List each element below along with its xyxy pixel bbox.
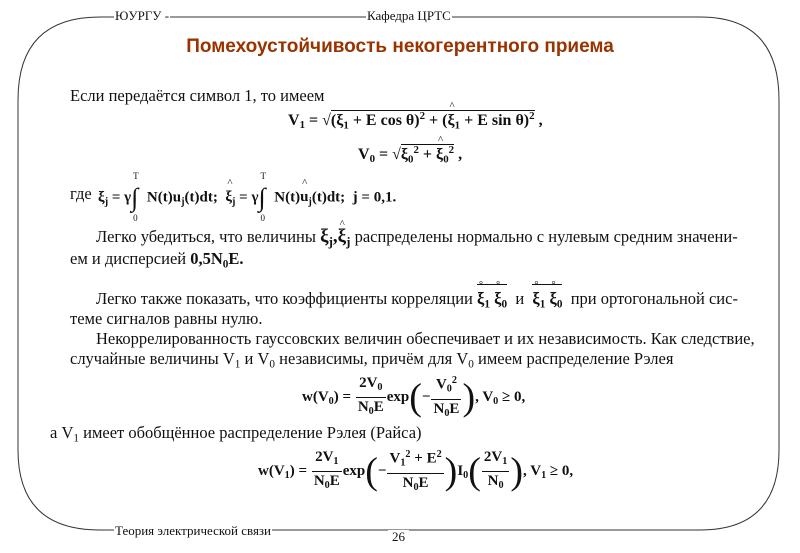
formula-v1: $V_1 = √(\xi_1 + E$ cos θ)$^2$ + (^ $\xi_1 + E$ sin θ)$^2$ , bbox=[288, 110, 543, 131]
paragraph-rice: а $V_1$ имеет обобщённое распределение Рэлея (Райса) bbox=[50, 423, 422, 445]
paragraph-symbol-1: Если передаётся символ 1, то имеем bbox=[70, 86, 325, 105]
formula-xi-definition: $\xi_j = \gamma\int$ T 0 $N(t)u_j(t)dt$; ^ $\xi_j = \gamma\int$ T 0 N(t)^ $u_j(t)dt$; j = 0,1. bbox=[98, 183, 396, 213]
paragraph-independence-line2: случайные величины $V_1$ и $V_0$ независимы, причём для $V_0$ имеем распределение Рэлея bbox=[70, 349, 674, 371]
paragraph-normal-distribution-line1: Легко убедиться, что величины $\xi_j,\^{}$ $\xi_j$ распределены нормально с нулевым средним значени- bbox=[96, 227, 738, 252]
footer-page-number: 26 bbox=[388, 530, 409, 544]
header-department: Кафедра ЦРТС bbox=[367, 8, 451, 23]
paragraph-where bbox=[70, 184, 92, 204]
paragraph-normal-distribution-line2: ем и дисперсией $0,5N_0E$. bbox=[70, 249, 244, 271]
footer-course-name: Теория электрической связи bbox=[115, 523, 272, 538]
paragraph-correlation-line2: теме сигналов равны нулю. bbox=[70, 309, 263, 328]
paragraph-correlation-line1: Легко также показать, что коэффициенты корреляции ° $\xi_1$ ° $\xi_0$ и ° $\xi_1$ ° $\xi_0$ при ортогональной сис- bbox=[96, 289, 738, 314]
slide-title: Помехоустойчивость некогерентного приема bbox=[186, 36, 614, 57]
formula-rayleigh: $w(V_0)$ = $\frac{2V_0}{N_0E}$ exp(− $\frac{V_0^2}{N_0E}$ ), $V_0 \ge 0$, bbox=[302, 372, 525, 423]
formula-v0: $V_0 = √\xi_0^2$ + ^ $\xi_0^2$ , bbox=[358, 144, 462, 165]
formula-rice: $w(V_1)$ = $\frac{2V_1}{N_0E}$ exp(− $\frac{V_1^2 + E^2}{N_0E}$ )$I_0$( $\frac{2V_1}{N_0}$ ), $V_1 \ge 0$, bbox=[258, 446, 573, 497]
where-label: где bbox=[70, 184, 92, 203]
paragraph-independence-line1: Некоррелированность гауссовских величин обеспечивает и их независимость. Как следствие, bbox=[96, 329, 755, 348]
header-university: ЮУРГУ - bbox=[115, 8, 170, 23]
